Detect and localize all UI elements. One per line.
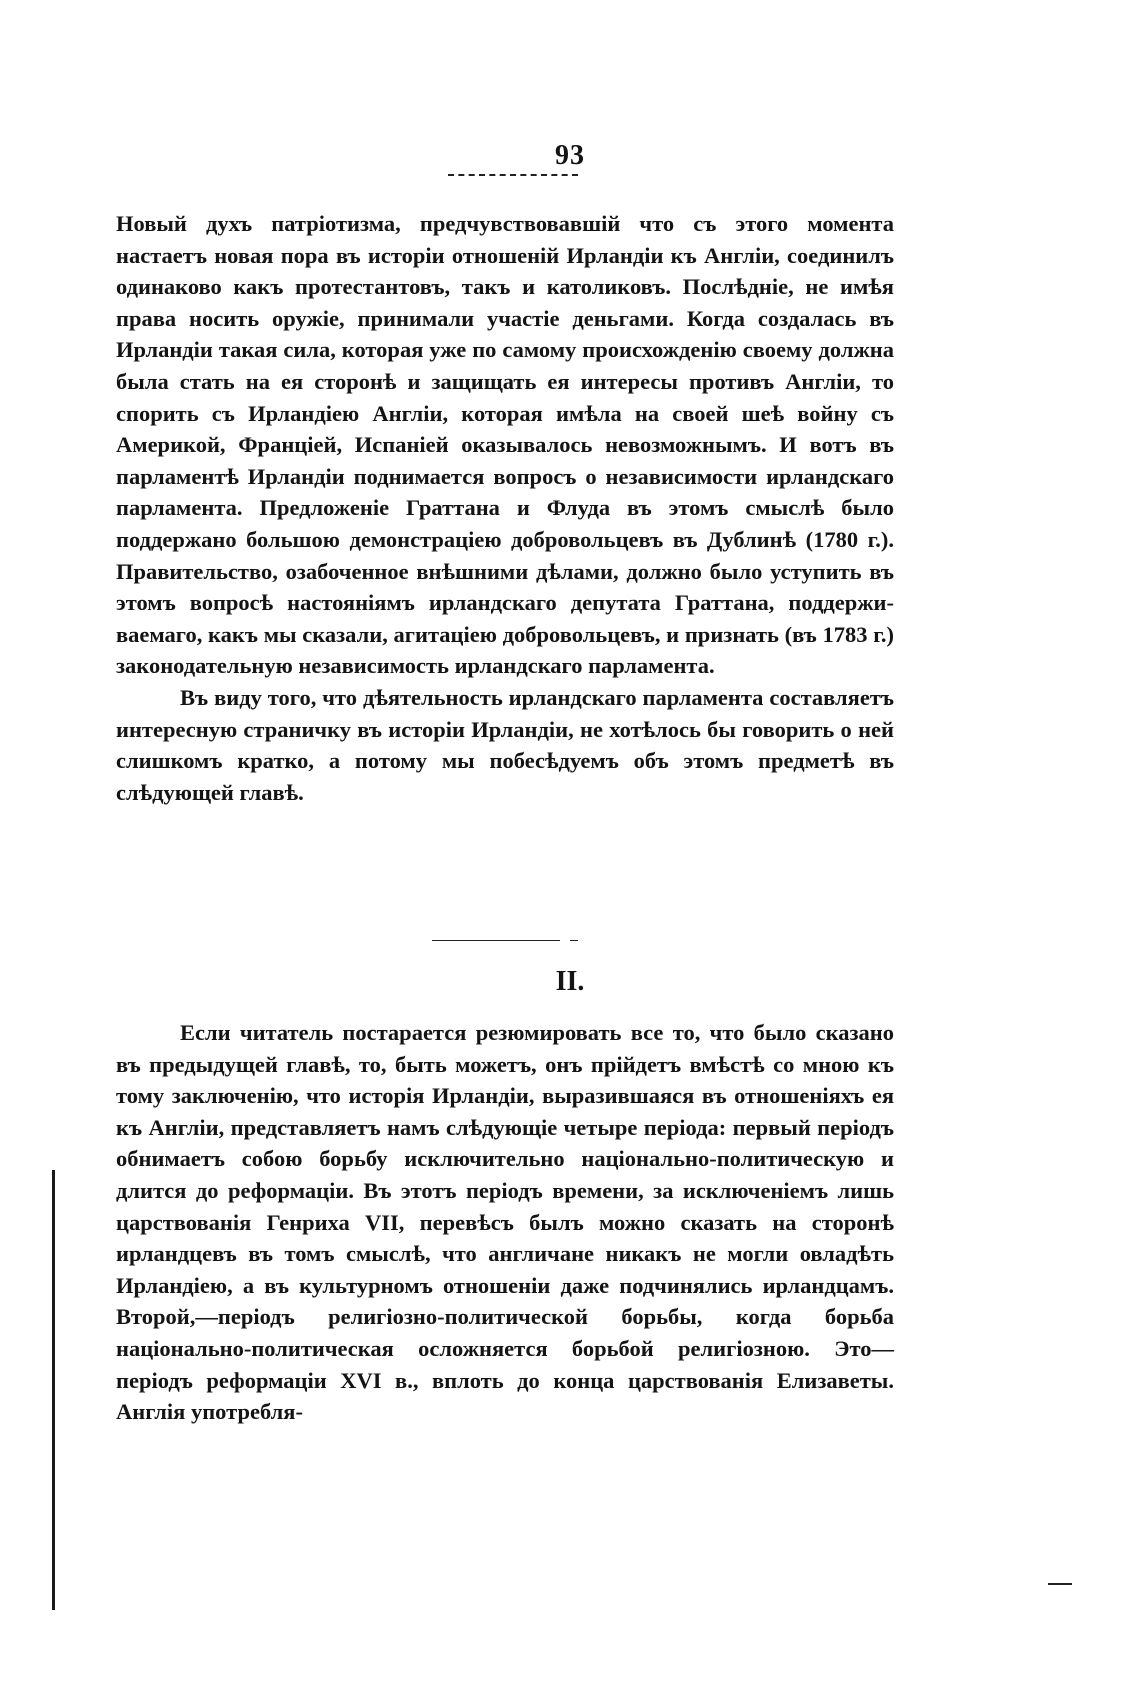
section-heading: II. (555, 966, 585, 997)
page-number-rule (448, 174, 578, 176)
paragraph: Если читатель постарается резюмировать все то, что было сказано въ предыдущей главѣ, то, быть можетъ, онъ прійдетъ вмѣстѣ со мною къ тому заключенію, что исторія Ирландіи, выразившаяся въ отношеніяхъ ея къ Англіи, представляетъ намъ слѣдующіе четыре періода: первый періодъ обнимаетъ собою борьбу исключительно національно-политическую и длится до реформаціи. Въ этотъ періодъ времени, за исключеніемъ лишь царствованія Генриха VII, перевѣсъ былъ можно сказать на сторонѣ ирландцевъ въ томъ смыслѣ, что англичане никакъ не могли овладѣть Ирландіею, а въ культурномъ отношеніи даже подчинялись ирландцамъ. Второй,—періодъ религіозно-политической борьбы, когда борьба національно-политическая осложняется борьбой религіозною. Это—періодъ реформаціи XVI в., вплоть до конца царствованія Елизаветы. Англія употребля- (116, 1020, 894, 1425)
scan-speck (1048, 1583, 1072, 1585)
paragraph: Новый духъ патріотизма, предчувствовавшій что съ этого момента настаетъ новая пора въ исторіи отношеній Ирландіи къ Англіи, соединилъ одинаково какъ протестантовъ, такъ и католиковъ. Послѣдніе, не имѣя права носить оружіе, принимали участіе деньгами. Когда создалась въ Ирландіи такая сила, которая уже по самому происхожденію своему должна была стать на ея сторонѣ и защищать ея интересы противъ Англіи, то спорить съ Ирландіею Англіи, которая имѣла на своей шеѣ войну съ Америкой, Франціей, Испаніей оказывалось невозможнымъ. И вотъ въ парламентѣ Ирландіи поднимается вопросъ о независимости ирландскаго парламента. Предложеніе Граттана и Флуда въ этомъ смыслѣ было поддержано большою демонстраціею добровольцевъ въ Дублинѣ (1780 г.). Правительство, озабоченное внѣшними дѣлами, должно было уступить въ этомъ вопросѣ настояніямъ ирландскаго депутата Граттана, поддерживаемаго, какъ мы сказали, агитаціею добровольцевъ, и признать (въ 1783 г.) законодательную независимость ирландскаго парламента. (116, 211, 894, 679)
bottom-text-block (116, 1017, 894, 1428)
section-divider-dash (570, 940, 578, 941)
top-text-block (116, 208, 894, 808)
page-number: 93 (555, 140, 585, 171)
paragraph: Въ виду того, что дѣятельность ирландскаго парламента составляетъ интересную страничку въ исторіи Ирландіи, не хотѣлось бы говорить о ней слишкомъ кратко, а потому мы побесѣдуемъ объ этомъ предметѣ въ слѣдующей главѣ. (116, 684, 894, 805)
binding-edge-mark (52, 1170, 55, 1610)
section-divider (432, 940, 560, 941)
